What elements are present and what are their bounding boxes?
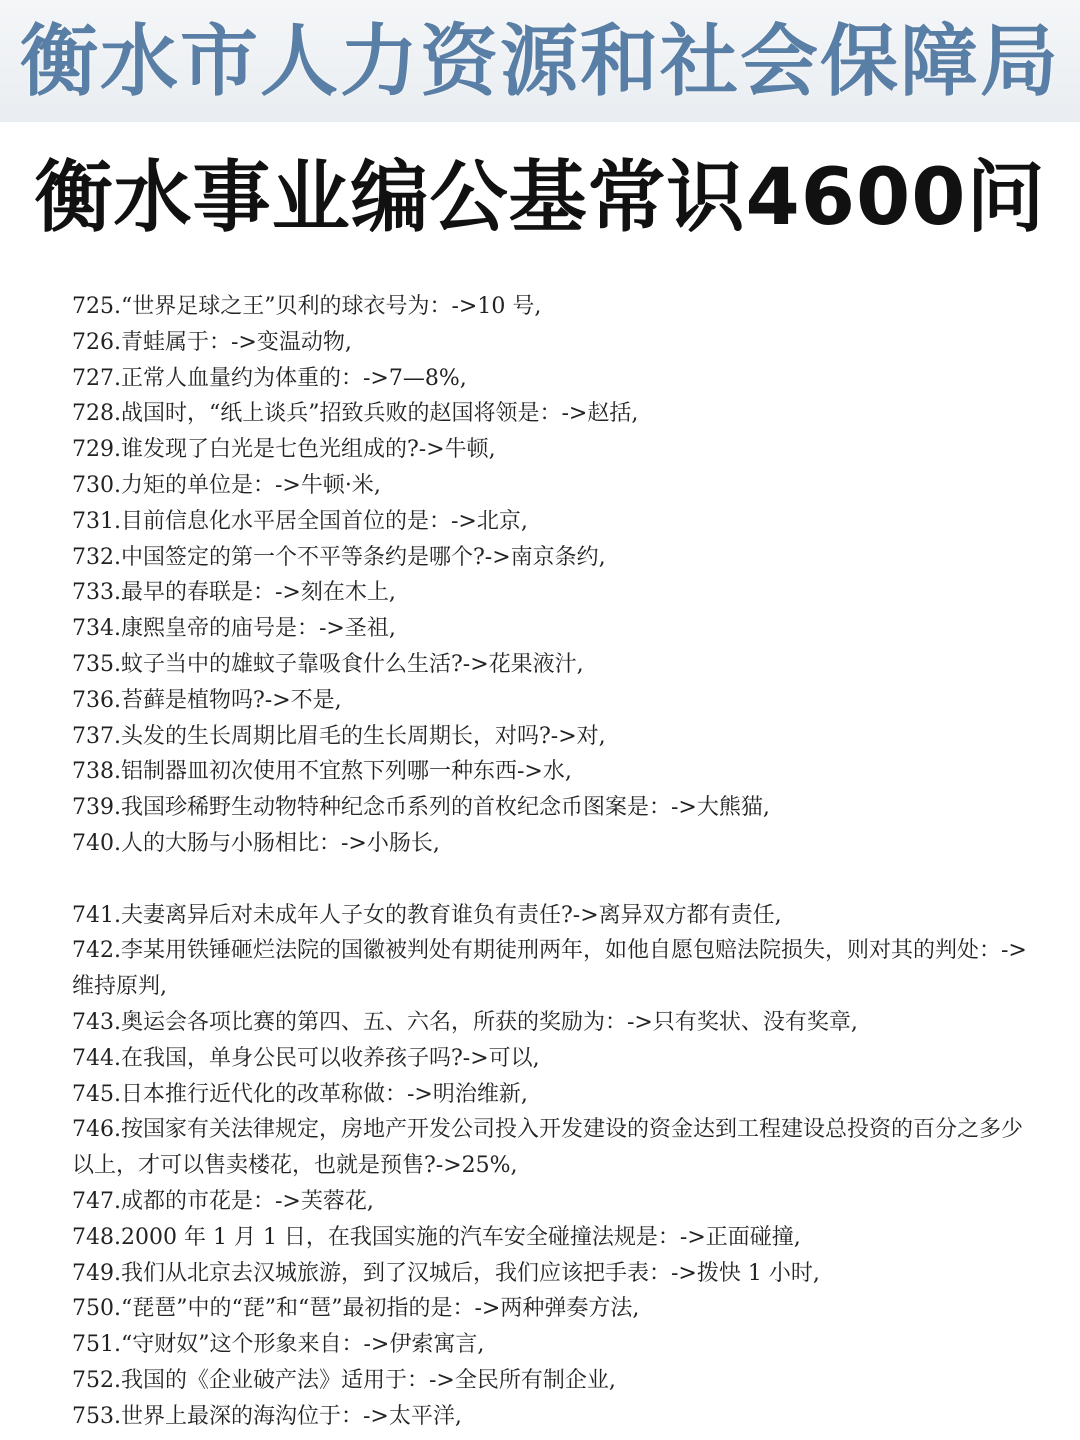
list-item: 727.正常人血量约为体重的：->7—8%, xyxy=(72,365,467,391)
list-item: 751.“守财奴”这个形象来自：->伊索寓言, xyxy=(72,1332,485,1358)
list-item: 737.头发的生长周期比眉毛的生长周期长，对吗?->对, xyxy=(72,723,606,749)
list-item: 725.“世界足球之王”贝利的球衣号为：->10 号, xyxy=(72,294,542,319)
header-banner xyxy=(0,0,1080,122)
list-item: 743.奥运会各项比赛的第四、五、六名，所获的奖励为：->只有奖状、没有奖章, xyxy=(72,1009,858,1035)
list-item: 746.按国家有关法律规定，房地产开发公司投入开发建设的资金达到工程建设总投资的百分之多少以上，才可以售卖楼花，也就是预售?->25%, xyxy=(72,1117,1023,1179)
list-item: 728.战国时，“纸上谈兵”招致兵败的赵国将领是：->赵括, xyxy=(72,401,639,427)
list-item: 733.最早的春联是：->刻在木上, xyxy=(72,580,396,606)
list-item: 750.“琵琶”中的“琵”和“琶”最初指的是：->两种弹奏方法, xyxy=(72,1296,640,1322)
question-list xyxy=(72,289,1032,1435)
list-item: 732.中国签定的第一个不平等条约是哪个?->南京条约, xyxy=(72,544,606,570)
list-item: 735.蚊子当中的雄蚊子靠吸食什么生活?->花果液汁, xyxy=(72,651,584,677)
section-spacer xyxy=(72,862,1032,898)
list-item: 741.夫妻离异后对未成年人子女的教育谁负有责任?->离异双方都有责任, xyxy=(72,902,782,928)
list-item: 736.苔藓是植物吗?->不是, xyxy=(72,687,342,713)
list-item: 739.我国珍稀野生动物特种纪念币系列的首枚纪念币图案是：->大熊猫, xyxy=(72,795,770,821)
list-item: 740.人的大肠与小肠相比：->小肠长, xyxy=(72,830,440,856)
list-item: 730.力矩的单位是：->牛顿·米, xyxy=(72,472,381,498)
list-item: 734.康熙皇帝的庙号是：->圣祖, xyxy=(72,616,396,642)
list-item: 752.我国的《企业破产法》适用于：->全民所有制企业, xyxy=(72,1367,616,1393)
list-item: 748.2000 年 1 月 1 日，在我国实施的汽车安全碰撞法规是：->正面碰撞, xyxy=(72,1224,801,1250)
list-item: 742.李某用铁锤砸烂法院的国徽被判处有期徒刑两年，如他自愿包赔法院损失，则对其的判处：->维持原判, xyxy=(72,938,1027,1000)
list-item: 729.谁发现了白光是七色光组成的?->牛顿, xyxy=(72,437,496,463)
list-item: 738.铝制器皿初次使用不宜熬下列哪一种东西->水, xyxy=(72,759,572,785)
list-item: 749.我们从北京去汉城旅游，到了汉城后，我们应该把手表：->拨快 1 小时, xyxy=(72,1260,820,1286)
list-item: 747.成都的市花是：->芙蓉花, xyxy=(72,1188,374,1214)
page-title: 衡水事业编公基常识4600问 xyxy=(34,153,1046,243)
banner-title: 衡水市人力资源和社会保障局 xyxy=(19,17,1060,107)
list-item: 731.目前信息化水平居全国首位的是：->北京, xyxy=(72,508,528,534)
list-item: 744.在我国，单身公民可以收养孩子吗?->可以, xyxy=(72,1045,540,1071)
list-item: 726.青蛙属于：->变温动物, xyxy=(72,329,352,355)
list-item: 745.日本推行近代化的改革称做：->明治维新, xyxy=(72,1081,528,1107)
list-item: 753.世界上最深的海沟位于：->太平洋, xyxy=(72,1403,462,1429)
